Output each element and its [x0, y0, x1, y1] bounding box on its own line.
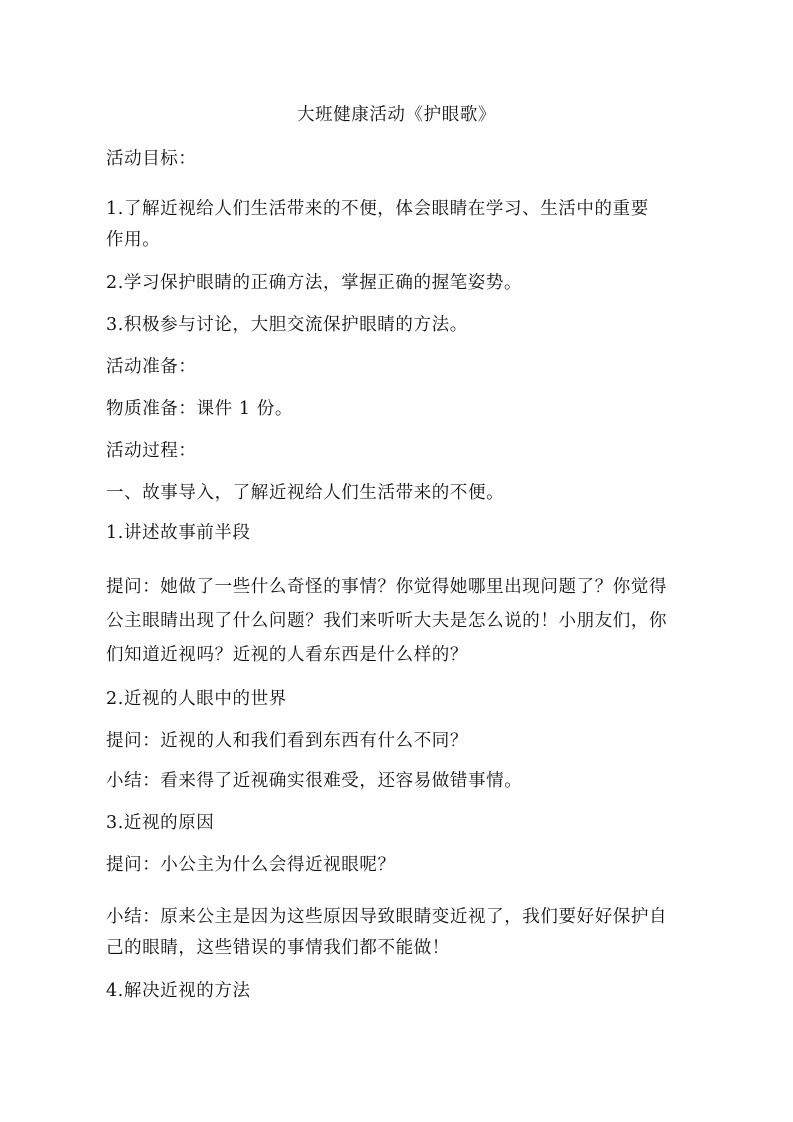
paragraph-line: 1.讲述故事前半段	[106, 523, 251, 543]
paragraph-line: 3.积极参与讨论，大胆交流保护眼睛的方法。	[106, 315, 468, 335]
paragraph-line: 一、故事导入，了解近视给人们生活带来的不便。	[106, 483, 505, 503]
paragraph-line: 3.近视的原因	[106, 813, 215, 833]
paragraph-line: 小结：看来得了近视确实很难受，还容易做错事情。	[106, 771, 523, 791]
paragraph-line: 2.近视的人眼中的世界	[106, 689, 287, 709]
paragraph-line: 1.了解近视给人们生活带来的不便，体会眼睛在学习、生活中的重要	[106, 199, 649, 219]
paragraph-line: 公主眼睛出现了什么问题？我们来听听大夫是怎么说的！小朋友们，你	[106, 611, 668, 631]
paragraph-line: 2.学习保护眼睛的正确方法，掌握正确的握笔姿势。	[106, 273, 523, 293]
paragraph-line: 提问：近视的人和我们看到东西有什么不同？	[106, 731, 468, 751]
paragraph-line: 作用。	[106, 230, 161, 250]
paragraph-line: 提问：她做了一些什么奇怪的事情？你觉得她哪里出现问题了？你觉得	[106, 577, 668, 597]
paragraph-line: 物质准备：课件 1 份。	[106, 399, 293, 419]
document-title: 大班健康活动《护眼歌》	[296, 105, 497, 125]
paragraph-line: 提问：小公主为什么会得近视眼呢？	[106, 855, 396, 875]
paragraph-line: 们知道近视吗？近视的人看东西是什么样的？	[106, 645, 468, 665]
paragraph-line: 小结：原来公主是因为这些原因导致眼睛变近视了，我们要好好保护自	[106, 907, 668, 927]
section-heading-preparation: 活动准备：	[106, 357, 197, 377]
paragraph-line: 己的眼睛，这些错误的事情我们都不能做！	[106, 938, 450, 958]
paragraph-line: 4.解决近视的方法	[106, 981, 251, 1001]
section-heading-goals: 活动目标：	[106, 149, 197, 169]
section-heading-process: 活动过程：	[106, 441, 197, 461]
